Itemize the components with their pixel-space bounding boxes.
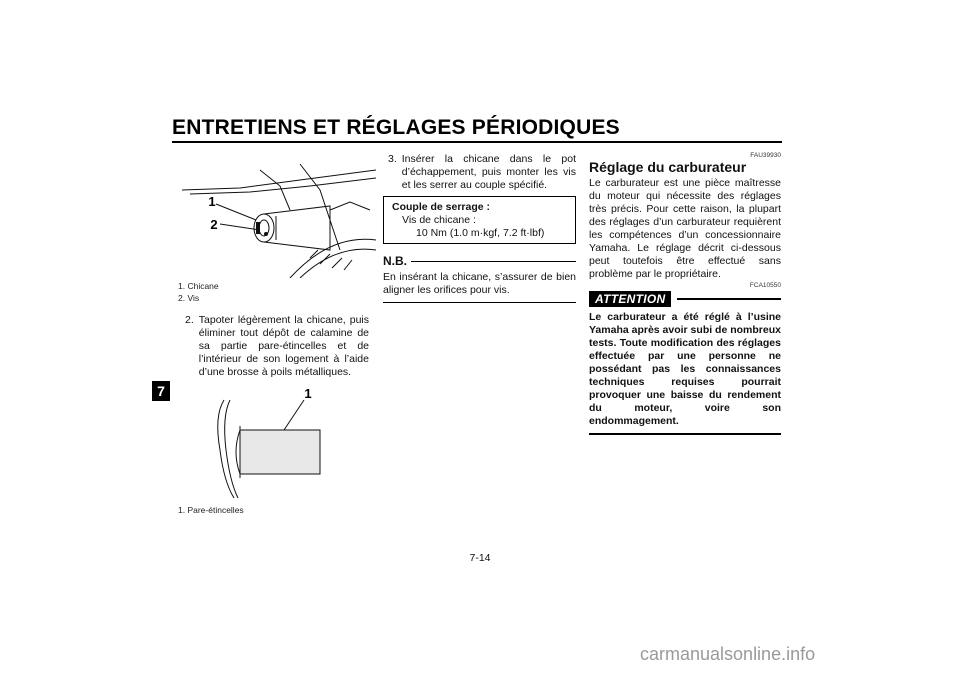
nb-end-rule — [383, 302, 576, 303]
header-rule — [172, 141, 782, 143]
chicane-illustration — [180, 150, 376, 278]
section-carburetor — [589, 152, 781, 435]
torque-title: Couple de serrage : — [392, 201, 491, 213]
step-number: 2. — [185, 314, 194, 326]
step-2 — [185, 314, 369, 379]
reference-code: FAU39930 — [750, 152, 781, 159]
legend-item: 1. Pare-étincelles — [178, 505, 244, 515]
section-title: Réglage du carburateur — [589, 159, 747, 175]
torque-value: 10 Nm (1.0 m·kgf, 7.2 ft·lbf) — [416, 227, 545, 239]
torque-box — [383, 196, 576, 244]
legend-item: 2. Vis — [178, 293, 200, 303]
chapter-tab: 7 — [152, 381, 170, 401]
step-text: Insérer la chicane dans le pot d’échappement, puis monter les vis et les serrer au couple spécifié. — [401, 153, 576, 191]
nb-heading — [383, 254, 576, 268]
nb-divider — [411, 261, 576, 262]
attention-divider — [677, 298, 781, 300]
attention-end-rule — [589, 433, 781, 435]
section-paragraph: Le carburateur est une pièce maîtresse du moteur qui nécessite des réglages très précis. Pour cette raison, la plupart des réglages d’un carburateur requièrent les compétences d’un concessionnaire Yamaha. Le réglage décrit ci-dessous peut toutefois être effectué sans problème par le propriétaire. — [589, 177, 781, 280]
step-number: 3. — [388, 153, 397, 165]
figure2-legend — [178, 504, 378, 516]
figure1-legend — [178, 280, 378, 304]
legend-item: 1. Chicane — [178, 281, 219, 291]
page-number: 7-14 — [469, 552, 491, 564]
attention-heading — [589, 291, 781, 307]
watermark: carmanualsonline.info — [640, 644, 816, 664]
torque-item: Vis de chicane : — [402, 214, 476, 226]
attention-text: Le carburateur a été réglé à l’usine Yamaha après avoir subi de nombreux tests. Toute modification des réglages effectuée par une personne ne possédant pas les connaissances techniques requises pourrait provoquer une baisse du rendement du moteur, voire son endommagement. — [589, 311, 781, 427]
nb-note — [383, 254, 576, 303]
nb-label: N.B. — [383, 254, 407, 268]
figure-spark-arrester — [212, 386, 332, 504]
callout-2: 2 — [210, 217, 218, 232]
attention-badge: ATTENTION — [589, 291, 671, 307]
page-title: ENTRETIENS ET RÉGLAGES PÉRIODIQUES — [172, 116, 620, 139]
step-3 — [388, 153, 576, 192]
reference-code: FCA10550 — [749, 282, 781, 289]
nb-text: En insérant la chicane, s’assurer de bien aligner les orifices pour vis. — [383, 271, 576, 296]
spark-arrester-illustration — [212, 386, 332, 504]
step-text: Tapoter légèrement la chicane, puis éliminer tout dépôt de calamine de sa partie pare-étincelles et de l’intérieur de son logement à l’aide d’une brosse à poils métalliques. — [198, 314, 369, 378]
callout-1: 1 — [208, 194, 216, 209]
figure-chicane — [180, 150, 376, 278]
callout-1: 1 — [304, 386, 312, 401]
